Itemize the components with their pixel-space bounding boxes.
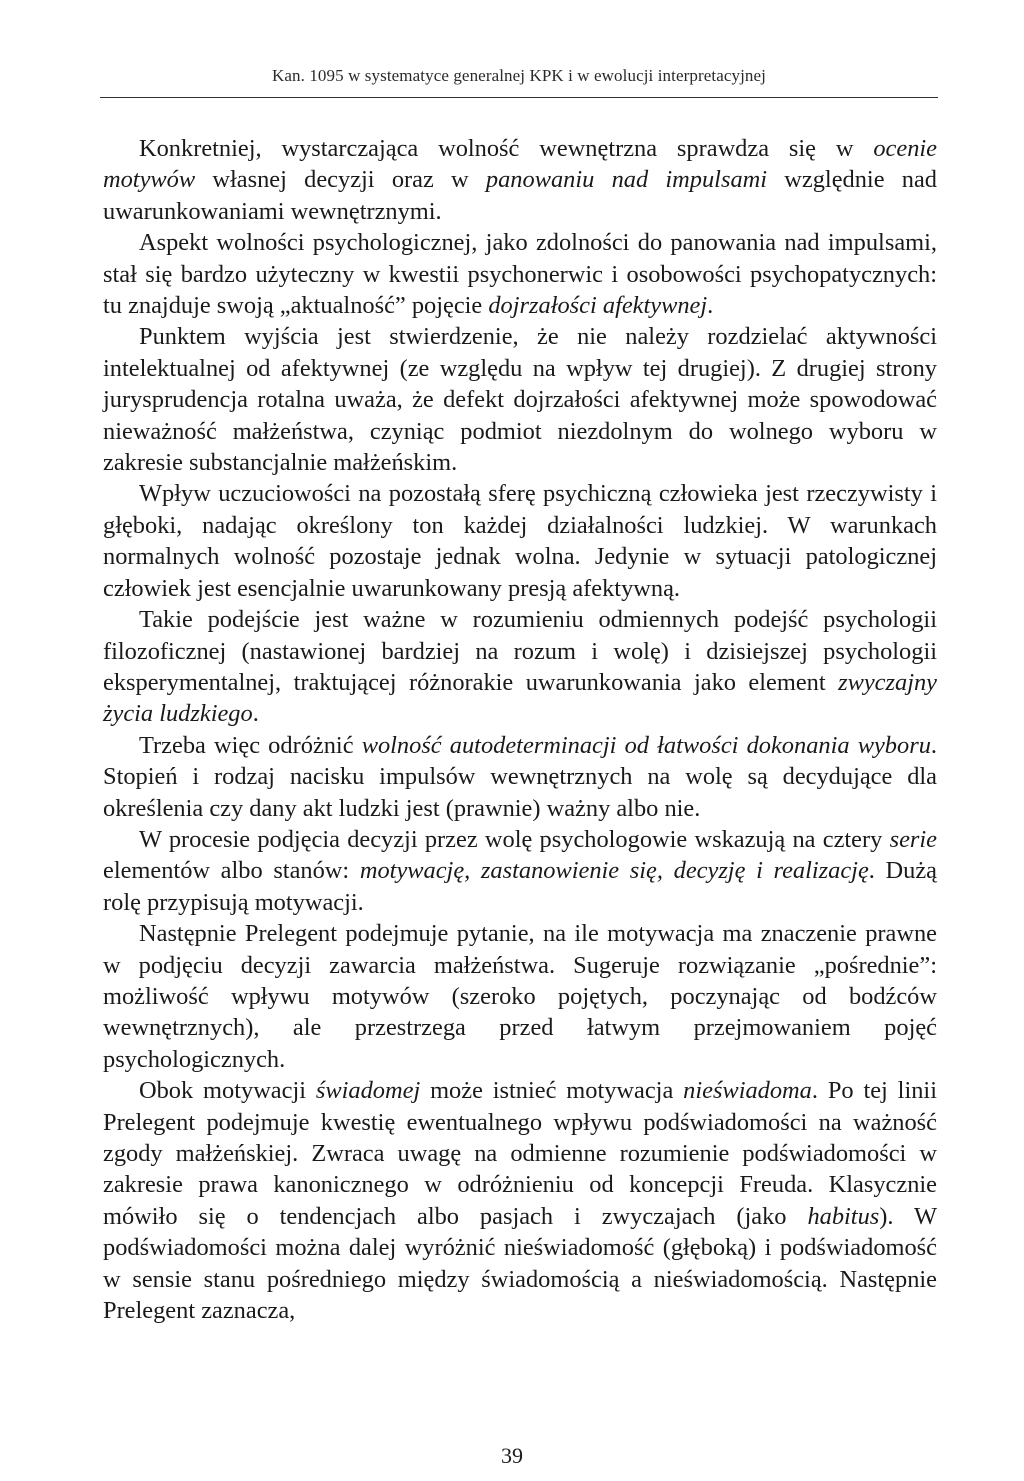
text-run: ). W podświadomości można dalej wyróżnić nieświadomość (głęboką) i podświadomość w sensie stanu pośredniego między świadomością a nieświadomością. Następnie Prelegent zaznacza, — [103, 1202, 937, 1325]
body-text — [103, 133, 937, 1326]
italic-text: panowaniu nad impulsami — [485, 166, 768, 194]
italic-text: dojrzałości afektywnej — [488, 292, 708, 320]
text-run: Aspekt wolności psychologicznej, jako zdolności do panowania nad impulsami, stał się bardzo użyteczny w kwestii psychonerwic i osobowości psychopatycznych: tu znajduje swoją „aktualność” pojęcie — [103, 229, 937, 320]
paragraph — [103, 604, 937, 730]
text-run: Wpływ uczuciowości na pozostałą sferę psychiczną człowieka jest rzeczywisty i głęboki, nadając określony ton każdej działalności ludzkiej. W warunkach normalnych wolność pozostaje jednak wolna. Jedynie w sytuacji patologicznej człowiek jest esencjalnie uwarunkowany presją afektywną. — [103, 480, 937, 602]
text-run: elementów albo stanów: — [103, 857, 360, 885]
paragraph — [103, 918, 937, 1075]
text-run: Następnie Prelegent podejmuje pytanie, na ile motywacja ma znaczenie prawne w podjęciu decyzji zawarcia małżeństwa. Sugeruje rozwiązanie „pośrednie”: możliwość wpływu motywów (szeroko pojętych, poczynając od bodźców wewnętrznych), ale przestrzega przed łatwym przejmowaniem pojęć psychologicznych. — [103, 920, 937, 1073]
italic-text: świadomej — [315, 1077, 421, 1105]
italic-text: wolność autodeterminacji od łatwości dokonania wyboru — [361, 731, 931, 759]
running-header: Kan. 1095 w systematyce generalnej KPK i w ewolucji interpretacyjnej — [272, 66, 766, 85]
text-run: Obok motywacji — [139, 1077, 316, 1105]
text-run: Punktem wyjścia jest stwierdzenie, że nie należy rozdzielać aktywności intelektualnej od afektywnej (ze względu na wpływ tej drugiej). Z drugiej strony jurysprudencja rotalna uważa, że defekt dojrzałości afektywnej może spowodować nieważność małżeństwa, czyniąc podmiot niezdolnym do wolnego wyboru w zakresie substancjalnie małżeńskim. — [103, 323, 937, 477]
paragraph — [103, 227, 937, 321]
text-run: Trzeba więc odróżnić — [139, 731, 362, 759]
italic-text: motywację, zastanowienie się, decyzję i realizację — [359, 857, 869, 885]
italic-text: habitus — [807, 1202, 880, 1230]
paragraph — [103, 133, 937, 227]
text-run: Takie podejście jest ważne w rozumieniu odmiennych podejść psychologii filozoficznej (nastawionej bardziej na rozum i wolę) i dzisiejszej psychologii eksperymentalnej, traktującej różnorakie uwarunkowania jako element — [103, 606, 937, 696]
paragraph — [103, 824, 937, 918]
text-run: . — [707, 292, 714, 320]
italic-text: ocenie motywów — [103, 135, 937, 194]
text-run: . — [252, 700, 259, 728]
text-run: . Po tej linii Prelegent podejmuje kwestię ewentualnego wpływu podświadomości na ważność zgody małżeńskiej. Zwraca uwagę na odmienne rozumienie podświadomości w zakresie prawa kanonicznego w odróżnieniu od koncepcji Freuda. Klasycznie mówiło się o tendencjach albo pasjach i zwyczajach (jako — [103, 1077, 937, 1230]
text-run: może istnieć motywacja — [420, 1077, 684, 1105]
text-run: . Stopień i rodzaj nacisku impulsów wewnętrznych na wolę są decydujące dla określenia czy dany akt ludzki jest (prawnie) ważny albo nie. — [103, 731, 937, 822]
text-run: W procesie podjęcia decyzji przez wolę psychologowie wskazują na cztery — [139, 825, 890, 853]
paragraph — [103, 321, 937, 478]
italic-text: nieświadoma — [683, 1077, 812, 1105]
text-run: własnej decyzji oraz w — [195, 166, 486, 194]
paragraph — [103, 730, 937, 824]
italic-text: zwyczajny życia ludzkiego — [103, 668, 937, 728]
page-number: 39 — [501, 1443, 523, 1468]
text-run: Konkretniej, wystarczająca wolność wewnętrzna sprawdza się w — [139, 135, 874, 162]
header-divider — [100, 97, 938, 98]
text-run: . Dużą rolę przypisują motywacji. — [103, 857, 937, 916]
italic-text: serie — [889, 825, 937, 853]
text-run: względnie nad uwarunkowaniami wewnętrznymi. — [103, 166, 937, 225]
paragraph — [103, 478, 937, 604]
paragraph — [103, 1075, 937, 1326]
